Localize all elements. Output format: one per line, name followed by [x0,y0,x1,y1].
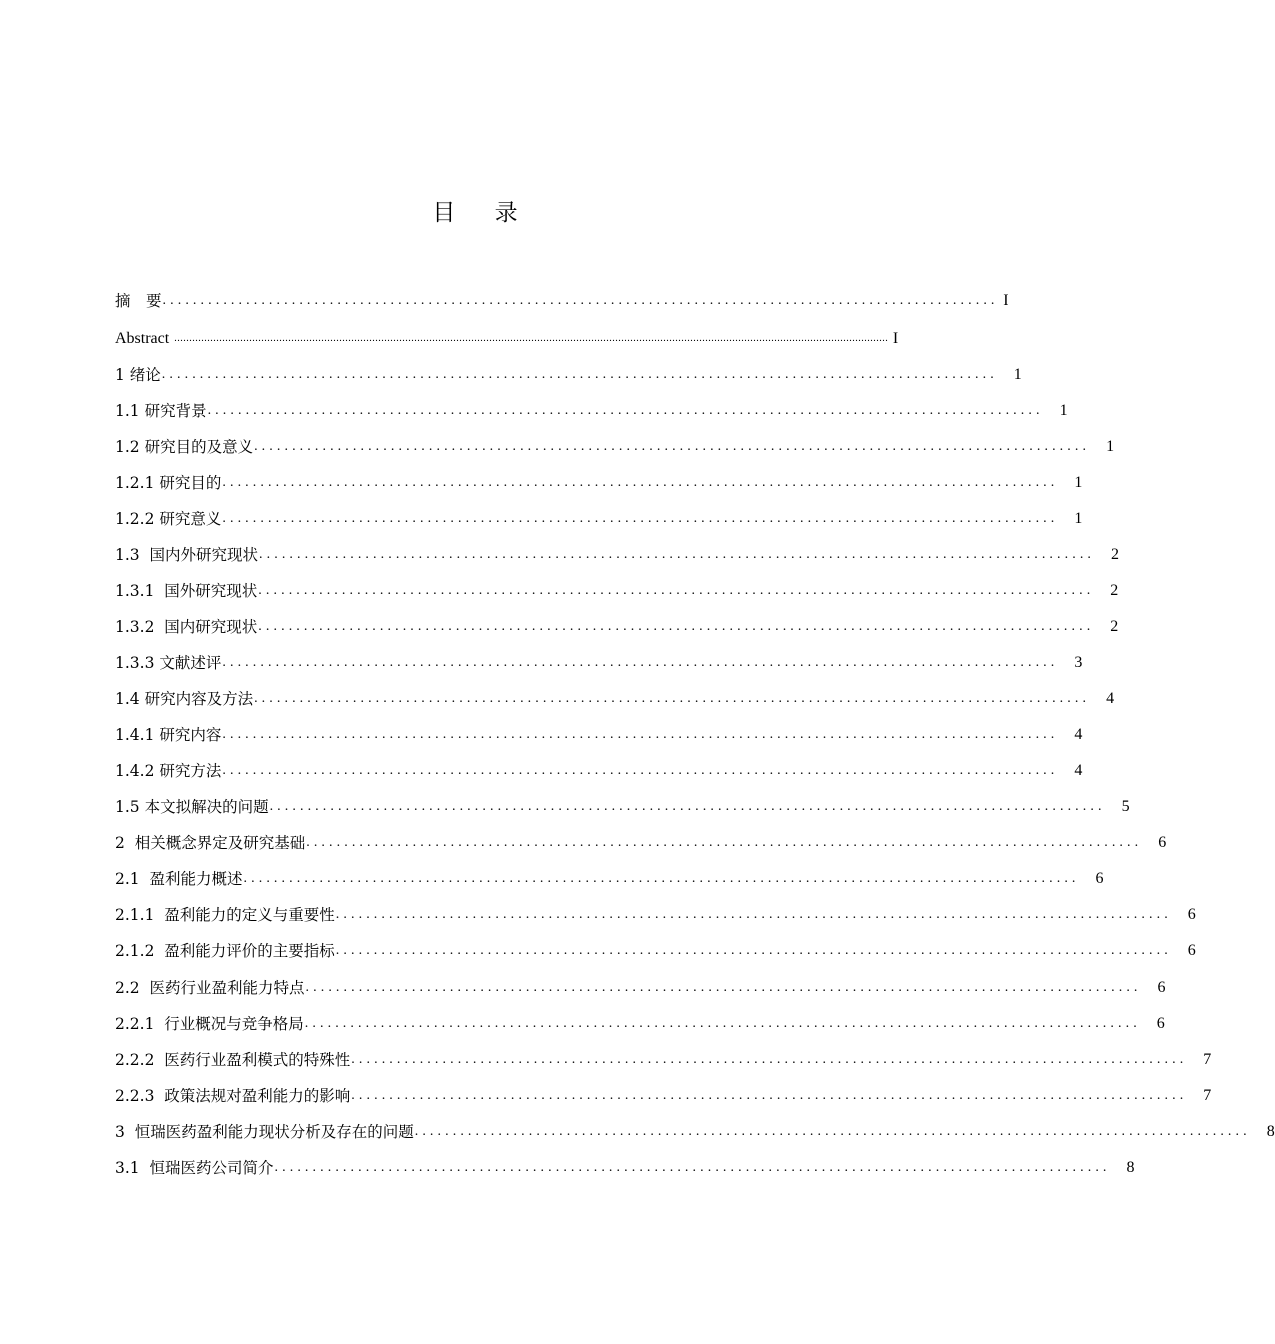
toc-leader-dots: .............................................................................................................. [335,943,1172,958]
toc-entry-1-3-3[interactable] [115,650,1083,674]
toc-leader-dots: .............................................................................................................. [254,439,1091,454]
toc-entry-1-2[interactable] [115,434,1115,458]
toc-entry-label: 1.5 本文拟解决的问题 [115,798,269,816]
toc-leader-dots: .............................................................................................................. [269,799,1106,814]
toc-entry-label: 1.3.3 文献述评 [115,654,222,672]
toc-entry-page: 2 [1111,546,1120,563]
toc-entry-page: 2 [1110,618,1119,635]
toc-leader-dots: .............................................................................................................. [222,511,1059,526]
toc-entry-2-2-1[interactable] [115,1011,1165,1035]
toc-leader-dots: .............................................................................................................. [304,1016,1141,1031]
toc-leader-dots: .............................................................................................................. [162,293,999,308]
toc-entry-1-4-1[interactable] [115,722,1083,746]
toc-entry-label: 2.2.1 行业概况与竞争格局 [115,1015,304,1033]
toc-leader-dots: .............................................................................................................. [274,1160,1111,1175]
toc-entry-label: 1.3.1 国外研究现状 [115,582,258,600]
toc-entry-1-1[interactable] [115,398,1068,422]
toc-entry-1-2-1[interactable] [115,470,1083,494]
toc-entry-page: 4 [1106,690,1115,707]
toc-leader-dots: .............................................................................................................. [161,367,998,382]
toc-entry-page: I [1003,292,1009,309]
toc-entry-label: 1 绪论 [115,366,161,384]
toc-entry-label: 1.2.2 研究意义 [115,510,222,528]
toc-entry-page: 6 [1187,906,1196,923]
toc-entry-abstract-cn[interactable] [115,288,1009,312]
toc-entry-label: 1.4 研究内容及方法 [115,690,254,708]
toc-entry-page: 4 [1074,762,1083,779]
toc-entry-2[interactable] [115,830,1167,854]
toc-leader-dots: .............................................................................................................. [258,619,1095,634]
toc-entry-label: 2.1.2 盈利能力评价的主要指标 [115,942,335,960]
toc-entry-page: 6 [1095,870,1104,887]
toc-entry-1-5[interactable] [115,794,1130,818]
toc-leader-dots: .............................................................................................................. [222,727,1059,742]
toc-entry-page: 2 [1110,582,1119,599]
toc-entry-1[interactable] [115,362,1022,386]
toc-entry-page: 6 [1158,834,1167,851]
toc-entry-abstract-en[interactable] [115,326,899,350]
toc-entry-label: 1.4.2 研究方法 [115,762,222,780]
toc-entry-page: 7 [1203,1051,1212,1068]
toc-leader-dots: .............................................................................................................. [335,907,1172,922]
toc-entry-1-4-2[interactable] [115,758,1083,782]
toc-entry-page: 6 [1156,1015,1165,1032]
toc-entry-2-2-2[interactable] [115,1047,1212,1071]
toc-entry-label: 1.3.2 国内研究现状 [115,618,258,636]
toc-entry-2-2-3[interactable] [115,1083,1212,1107]
toc-leader-dots: .............................................................................................................................................................................................................................................. [174,333,889,344]
toc-leader-dots: .............................................................................................................. [222,475,1059,490]
toc-entry-label: 2 相关概念界定及研究基础 [115,834,306,852]
toc-entry-label: 2.1 盈利能力概述 [115,870,243,888]
toc-leader-dots: .............................................................................................................. [305,980,1142,995]
toc-entry-label: Abstract [115,330,174,347]
toc-entry-page: 6 [1187,942,1196,959]
toc-entry-1-3[interactable] [115,542,1120,566]
toc-entry-label: 3 恒瑞医药盈利能力现状分析及存在的问题 [115,1123,414,1141]
toc-leader-dots: .............................................................................................................. [351,1052,1188,1067]
toc-entry-page: 4 [1074,726,1083,743]
toc-entry-page: 5 [1121,798,1130,815]
toc-entry-2-1[interactable] [115,866,1104,890]
toc-entry-2-1-2[interactable] [115,938,1196,962]
toc-entry-page: I [892,330,899,347]
toc-leader-dots: .............................................................................................................. [207,403,1044,418]
toc-leader-dots: .............................................................................................................. [243,871,1080,886]
toc-entry-1-3-1[interactable] [115,578,1119,602]
toc-entry-page: 1 [1013,366,1022,383]
toc-leader-dots: .............................................................................................................. [258,583,1095,598]
toc-entry-label: 2.2.3 政策法规对盈利能力的影响 [115,1087,351,1105]
toc-entry-label: 1.4.1 研究内容 [115,726,222,744]
toc-entry-label: 2.2.2 医药行业盈利模式的特殊性 [115,1051,351,1069]
toc-entry-page: 1 [1074,474,1083,491]
toc-entry-label: 1.2.1 研究目的 [115,474,222,492]
toc-entry-label: 3.1 恒瑞医药公司简介 [115,1159,274,1177]
toc-leader-dots: .............................................................................................................. [414,1124,1251,1139]
toc-entry-label: 2.2 医药行业盈利能力特点 [115,979,305,997]
toc-entry-2-1-1[interactable] [115,902,1196,926]
toc-leader-dots: .............................................................................................................. [259,547,1096,562]
toc-leader-dots: .............................................................................................................. [306,835,1143,850]
toc-entry-page: 1 [1106,438,1115,455]
toc-entry-label: 2.1.1 盈利能力的定义与重要性 [115,906,335,924]
toc-entry-label: 1.1 研究背景 [115,402,207,420]
toc-entry-3[interactable] [115,1119,1275,1143]
toc-leader-dots: .............................................................................................................. [254,691,1091,706]
toc-entry-label: 1.3 国内外研究现状 [115,546,259,564]
toc-title: 目 录 [432,200,534,226]
toc-leader-dots: .............................................................................................................. [222,763,1059,778]
toc-entry-2-2[interactable] [115,975,1166,999]
toc-entry-page: 7 [1203,1087,1212,1104]
toc-entry-1-4[interactable] [115,686,1115,710]
toc-entry-page: 1 [1059,402,1068,419]
toc-entry-label: 1.2 研究目的及意义 [115,438,254,456]
toc-entry-page: 8 [1126,1159,1135,1176]
toc-entry-1-2-2[interactable] [115,506,1083,530]
toc-entry-page: 3 [1074,654,1083,671]
toc-leader-dots: .............................................................................................................. [222,655,1059,670]
toc-entry-3-1[interactable] [115,1155,1135,1179]
toc-entry-label: 摘 要 [115,292,162,310]
toc-entry-1-3-2[interactable] [115,614,1119,638]
toc-entry-page: 8 [1266,1123,1275,1140]
toc-leader-dots: .............................................................................................................. [351,1088,1188,1103]
toc-entry-page: 1 [1074,510,1083,527]
toc-entry-page: 6 [1157,979,1166,996]
